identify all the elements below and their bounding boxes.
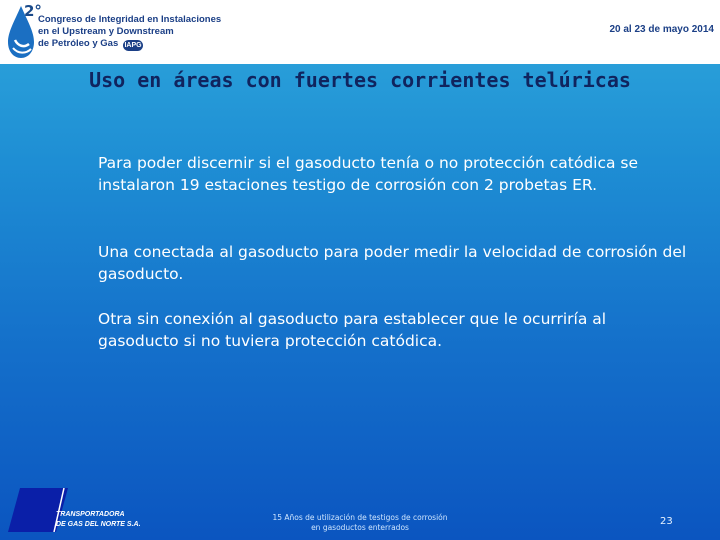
company-name-line: TRANSPORTADORA bbox=[56, 511, 125, 518]
conference-dates: 20 al 23 de mayo 2014 bbox=[609, 24, 714, 35]
footer-presentation-title bbox=[240, 513, 480, 533]
conference-name-line: de Petróleo y Gas bbox=[38, 38, 119, 49]
company-name-line: DE GAS DEL NORTE S.A. bbox=[56, 521, 141, 528]
conference-header bbox=[0, 0, 720, 62]
slide-paragraph: Para poder discernir si el gasoducto tenía o no protección catódica se instalaron 19 estaciones testigo de corrosión con 2 probetas ER. bbox=[98, 154, 639, 194]
conference-edition-number: 2° bbox=[24, 2, 42, 20]
footer-line: en gasoductos enterrados bbox=[311, 523, 409, 532]
slide-title: Uso en áreas con fuertes corrientes telúricas bbox=[89, 68, 631, 92]
conference-name-line: Congreso de Integridad en Instalaciones bbox=[38, 14, 222, 25]
page-number: 23 bbox=[660, 516, 673, 527]
conference-name-line: en el Upstream y Downstream bbox=[38, 26, 174, 37]
iapg-badge: IAPG bbox=[124, 42, 142, 49]
footer-line: 15 Años de utilización de testigos de corrosión bbox=[272, 513, 448, 522]
company-name bbox=[56, 510, 141, 530]
slide-paragraph: Otra sin conexión al gasoducto para establecer que le ocurriría al gasoducto si no tuviera protección catódica. bbox=[98, 310, 607, 350]
slide-paragraph: Una conectada al gasoducto para poder medir la velocidad de corrosión del gasoducto. bbox=[98, 243, 687, 283]
